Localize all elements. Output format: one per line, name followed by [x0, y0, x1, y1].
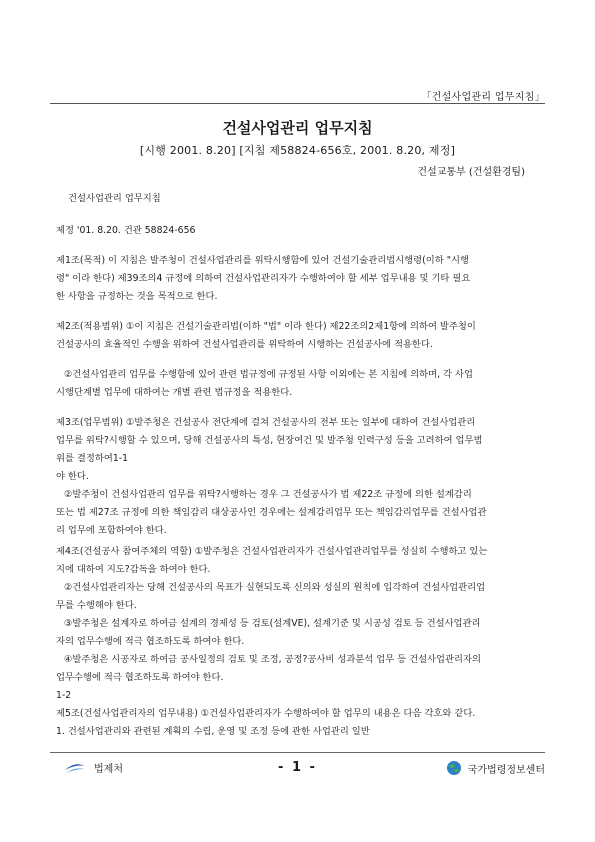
text-line: ③발주청은 설계자로 하여금 설계의 경제성 등 검토(설계VE), 설계기준 및 시공성 검토 등 건설사업관리	[64, 618, 481, 629]
text-line: 위를 결정하여1-1	[56, 453, 129, 464]
page-number: - 1 -	[278, 760, 317, 775]
enactment-info: [시행 2001. 8.20] [지침 제58824-656호, 2001. 8.20, 제정]	[139, 144, 456, 157]
article-4	[56, 543, 540, 705]
text-line: 제4조(건설공사 참여주체의 역할) ①발주청은 건설사업관리자가 건설사업관리업무를 성실히 수행하고 있는	[56, 546, 488, 557]
text-line: 1-2	[56, 690, 72, 701]
text-line: 제1조(목적) 이 지침은 발주청이 건설사업관리를 위탁시행함에 있어 건설기술관리법시행령(이하 "시행	[56, 255, 469, 266]
text-line: 야 한다.	[56, 471, 89, 482]
article-1	[56, 252, 540, 306]
text-line: 건설공사의 효율적인 수행을 위하여 건설사업관리를 위탁하여 시행하는 건설공사에 적용한다.	[56, 339, 433, 350]
text-line: 령" 이라 한다) 제39조의4 규정에 의하여 건설사업관리자가 수행하여야 할 세부 업무내용 및 기타 필요	[56, 273, 471, 284]
department: 건설교통부 (건설환경팀)	[417, 167, 525, 178]
text-line: 제2조(적용범위) ①이 지침은 건설기술관리법(이하 "법" 이라 한다) 제22조의2제1항에 의하여 발주청이	[56, 321, 476, 332]
text-line: ②건설사업관리 업무를 수행함에 있어 관련 법규정에 규정된 사항 이외에는 본 지침에 의하며, 각 사업	[64, 369, 473, 380]
text-line: 또는 법 제27조 규정에 의한 책임감리 대상공사인 경우에는 설계감리업무 또는 책임감리업무를 건설사업관	[56, 507, 487, 518]
text-line: ②건설사업관리자는 당해 건설공사의 목표가 실현되도록 신의와 성실의 원칙에 입각하여 건설사업관리업	[64, 582, 486, 593]
header-divider	[50, 103, 545, 104]
text-line: 1. 건설사업관리와 관련된 계획의 수립, 운영 및 조정 등에 관한 사업관리 일반	[56, 726, 370, 737]
document-body	[56, 190, 540, 208]
text-line: 시행단계별 업무에 대하여는 개별 관련 법규정을 적용한다.	[56, 387, 293, 398]
footer-left-label: 법제처	[94, 764, 123, 775]
article-2	[56, 318, 540, 354]
text-line: 제3조(업무범위) ①발주청은 건설공사 전단계에 걸쳐 건설공사의 전부 또는 일부에 대하여 건설사업관리	[56, 417, 476, 428]
text-line: 한 사항을 규정하는 것을 목적으로 한다.	[56, 291, 218, 302]
article-5	[56, 705, 540, 741]
text-line: 업무를 위탁?시행할 수 있으며, 당해 건설공사의 특성, 현장여건 및 발주청 인력구성 등을 고려하여 업무범	[56, 435, 483, 446]
page-title: 건설사업관리 업무지침	[222, 119, 373, 137]
text-line: 리 업무에 포함하여야 한다.	[56, 525, 167, 536]
article-2-para-2	[56, 366, 540, 402]
enactment-line: 제정 '01. 8.20. 건관 58824-656	[56, 225, 196, 236]
footer-divider	[50, 752, 545, 753]
text-line: 지에 대하여 지도?감독을 하여야 한다.	[56, 564, 211, 575]
text-line: 제5조(건설사업관리자의 업무내용) ①건설사업관리자가 수행하여야 할 업무의 내용은 다음 각호와 같다.	[56, 708, 476, 719]
globe-logo-icon	[446, 760, 462, 776]
text-line: 업무수행에 적극 협조하도록 하여야 한다.	[56, 672, 224, 683]
footer	[50, 758, 545, 780]
text-line: ④발주청은 시공자로 하여금 공사일정의 검토 및 조정, 공정?공사비 성과분석 업무 등 건설사업관리자의	[64, 654, 481, 665]
text-line: 무를 수행해야 한다.	[56, 600, 137, 611]
document-body	[56, 222, 540, 240]
text-line: ②발주청이 건설사업관리 업무를 위탁?시행하는 경우 그 건설공사가 법 제22조 규정에 의한 설계감리	[64, 489, 472, 500]
header-tag: 「건설사업관리 업무지침」	[421, 92, 545, 103]
footer-right-label: 국가법령정보센터	[467, 764, 545, 776]
body-heading: 건설사업관리 업무지침	[68, 193, 161, 204]
footer-right	[446, 760, 545, 776]
text-line: 자의 업무수행에 적극 협조하도록 하여야 한다.	[56, 636, 245, 647]
article-3	[56, 414, 540, 540]
